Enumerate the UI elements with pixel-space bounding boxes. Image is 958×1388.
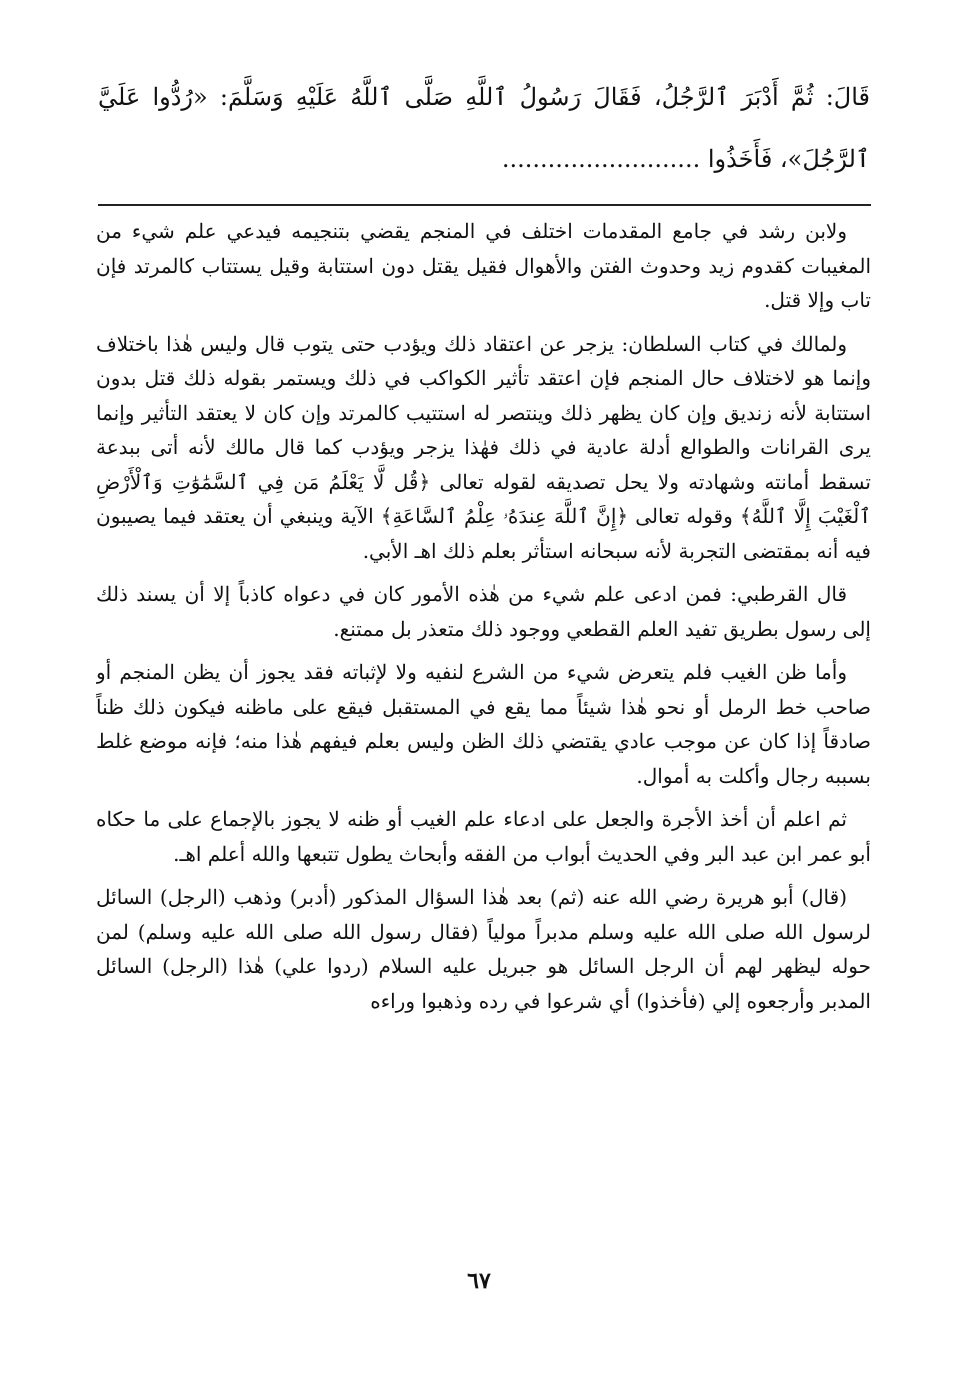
paragraph-malik: ولمالك في كتاب السلطان: يزجر عن اعتقاد ذلك ويؤدب حتى يتوب قال وليس هٰذا باختلاف وإنما هو لاختلاف حال المنجم فإن اعتقد تأثير الكواكب في ذلك ويستمر بقوله ذلك قتل بدون استتابة لأنه زنديق وإن كان يظهر ذلك وينتصر له استتيب كالمرتد وإن كان لا يعتقد التأثير وإنما يرى القرانات والطوالع أدلة عادية في ذلك فهٰذا يزجر ويؤدب كما قال مالك لأنه أتى ببدعة تسقط أمانته وشهادته ولا يحل تصديقه لقوله تعالى ﴿قُل لَّا يَعْلَمُ مَن فِي ٱلسَّمَٰوَٰتِ وَٱلْأَرْضِ ٱلْغَيْبَ إِلَّا ٱللَّهُ﴾ وقوله تعالى ﴿إِنَّ ٱللَّهَ عِندَهُۥ عِلْمُ ٱلسَّاعَةِ﴾ الآية وينبغي أن يعتقد فيما يصيبون فيه أنه بمقتضى التجربة لأنه سبحانه استأثر بعلم ذلك اهـ الأبي.	[96, 331, 871, 563]
paragraph-zann-al-ghayb: وأما ظن الغيب فلم يتعرض شيء من الشرع لنفيه ولا لإثباته فقد يجوز أن يظن المنجم أو صاحب خط الرمل أو نحو هٰذا شيئاً مما يقع في المستقبل فيقع على ماظنه فيكون ذلك ظناً صادقاً إذا كان عن موجب عادي يقتضي ذلك الظن وليس بعلم فيفهم هٰذا منه؛ فإنه موضع غلط بسببه رجال وأكلت به أموال.	[96, 660, 871, 788]
paragraph-sharh: (قال) أبو هريرة رضي الله عنه (ثم) بعد هٰذا السؤال المذكور (أدبر) وذهب (الرجل) السائل لرسول الله صلى الله عليه وسلم مدبراً مولياً (فقال رسول الله صلى الله عليه وسلم) لمن حوله ليظهر لهم أن الرجل السائل هو جبريل عليه السلام (ردوا علي) هٰذا (الرجل) السائل المدبر وأرجعوه إلي (فأخذوا) أي شرعوا في رده وذهبوا وراءه	[96, 885, 871, 1013]
commentary-body	[96, 214, 871, 1254]
footnote-divider	[98, 204, 871, 206]
paragraph-ibn-rushd: ولابن رشد في جامع المقدمات اختلف في المنجم يقضي بتنجيمه فيدعي علم شيء من المغيبات كقدوم زيد وحدوث الفتن والأهوال فقيل يقتل دون استتابة وقيل يستتاب كالمرتد فإن تاب وإلا قتل.	[96, 219, 871, 312]
paragraph-ujrah: ثم اعلم أن أخذ الأجرة والجعل على ادعاء علم الغيب أو ظنه لا يجوز بالإجماع على ما حكاه أبو عمر ابن عبد البر وفي الحديث أبواب من الفقه وأبحاث يطول تتبعها والله أعلم اهـ.	[96, 807, 871, 866]
hadith-text: قَالَ: ثُمَّ أَدْبَرَ ٱلرَّجُلُ، فَقَالَ رَسُولُ ٱللَّهِ صَلَّى ٱللَّهُ عَلَيْهِ وَسَلَّمَ: «رُدُّوا عَلَيَّ ٱلرَّجُلَ»، فَأَخَذُوا ..........................	[98, 83, 870, 173]
page-number: ٦٧	[467, 1268, 491, 1294]
paragraph-qurtubi: قال القرطبي: فمن ادعى علم شيء من هٰذه الأمور كان في دعواه كاذباً إلا أن يسند ذلك إلى رسول بطريق تفيد العلم القطعي ووجود ذلك متعذر بل ممتنع.	[96, 582, 871, 641]
